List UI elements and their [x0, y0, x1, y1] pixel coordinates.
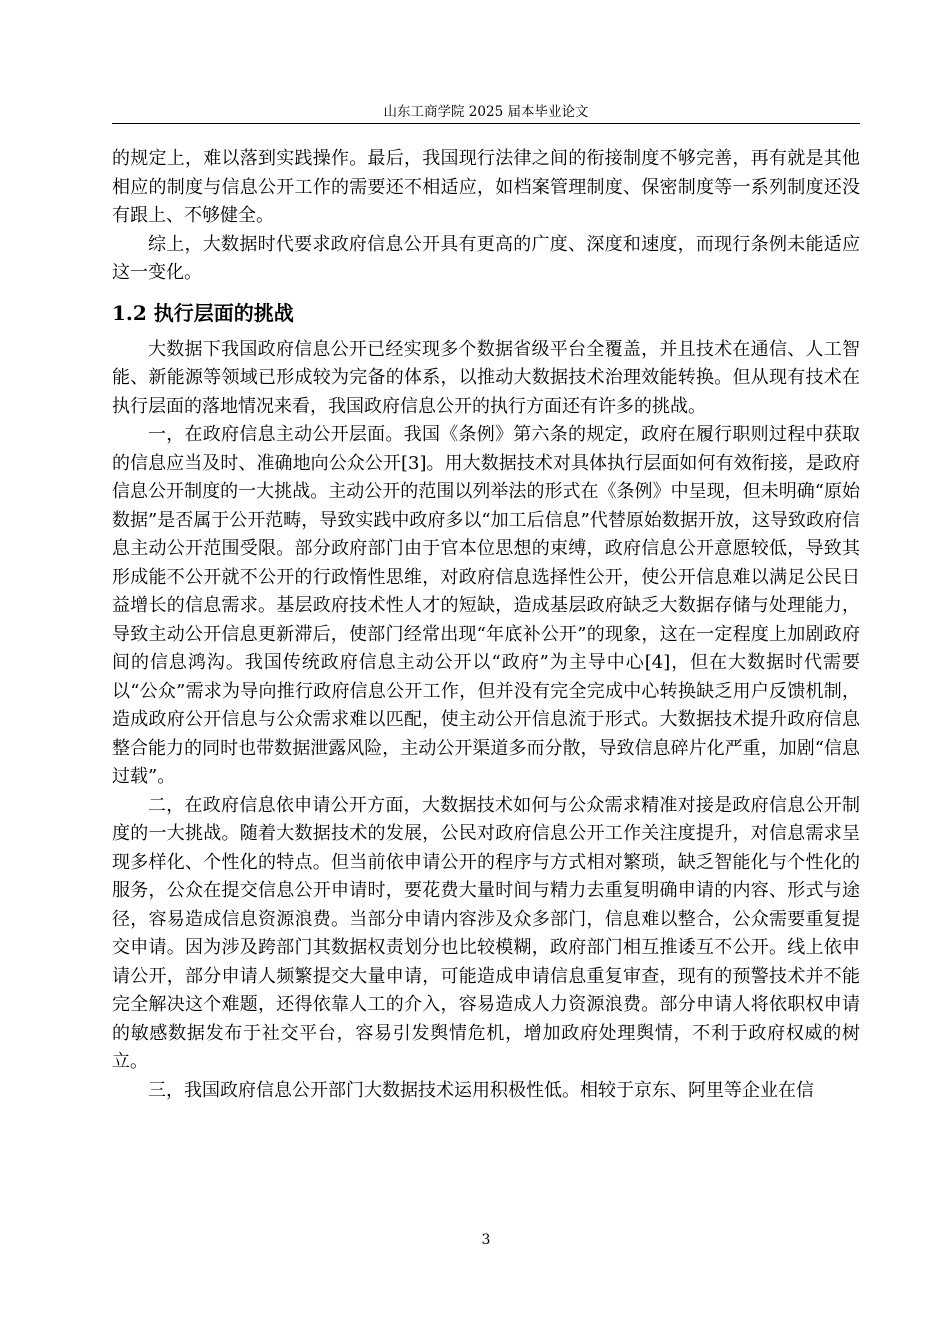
paragraph-point-two: 二，在政府信息依申请公开方面，大数据技术如何与公众需求精准对接是政府信息公开制度的一大挑战。随着大数据技术的发展，公民对政府信息公开工作关注度提升，对信息需求呈现多样化、个性化的特点。但当前依申请公开的程序与方式相对繁琐，缺乏智能化与个性化的服务，公众在提交信息公开申请时，要花费大量时间与精力去重复明确申请的内容、形式与途径，容易造成信息资源浪费。当部分申请内容涉及众多部门，信息难以整合，公众需要重复提交申请。因为涉及跨部门其数据权责划分也比较模糊，政府部门相互推诿互不公开。线上依申请公开，部分申请人频繁提交大量申请，可能造成申请信息重复审查，现有的预警技术并不能完全解决这个难题，还得依靠人工的介入，容易造成人力资源浪费。部分申请人将依职权申请的敏感数据发布于社交平台，容易引发舆情危机，增加政府处理舆情，不利于政府权威的树立。	[112, 794, 860, 1072]
section-heading: 1.2 执行层面的挑战	[112, 300, 294, 325]
header-rule	[112, 123, 860, 124]
paragraph-continued: 的规定上，难以落到实践操作。最后，我国现行法律之间的衔接制度不够完善，再有就是其他相应的制度与信息公开工作的需要还不相适应，如档案管理制度、保密制度等一系列制度还没有跟上、不够健全。	[112, 148, 860, 226]
paragraph-intro: 大数据下我国政府信息公开已经实现多个数据省级平台全覆盖，并且技术在通信、人工智能、新能源等领域已形成较为完备的体系，以推动大数据技术治理效能转换。但从现有技术在执行层面的落地情况来看，我国政府信息公开的执行方面还有许多的挑战。	[112, 338, 860, 417]
paragraph-summary: 综上，大数据时代要求政府信息公开具有更高的广度、深度和速度，而现行条例未能适应这一变化。	[112, 233, 860, 283]
paragraph-point-three: 三，我国政府信息公开部门大数据技术运用积极性低。相较于京东、阿里等企业在信	[148, 1079, 814, 1101]
page-number: 3	[481, 1232, 491, 1248]
document-body	[112, 145, 860, 1105]
running-header: 山东工商学院 2025 届本毕业论文	[383, 104, 589, 120]
paragraph-point-one: 一，在政府信息主动公开层面。我国《条例》第六条的规定，政府在履行职则过程中获取的信息应当及时、准确地向公众公开[3]。用大数据技术对具体执行层面如何有效衔接，是政府信息公开制度的一大挑战。主动公开的范围以列举法的形式在《条例》中呈现，但未明确“原始数据”是否属于公开范畴，导致实践中政府多以“加工后信息”代替原始数据开放，这导致政府信息主动公开范围受限。部分政府部门由于官本位思想的束缚，政府信息公开意愿较低，导致其形成能不公开就不公开的行政惰性思维，对政府信息选择性公开，使公开信息难以满足公民日益增长的信息需求。基层政府技术性人才的短缺，造成基层政府缺乏大数据存储与处理能力，导致主动公开信息更新滞后，使部门经常出现“年底补公开”的现象，这在一定程度上加剧政府间的信息鸿沟。我国传统政府信息主动公开以“政府”为主导中心[4]，但在大数据时代需要以“公众”需求为导向推行政府信息公开工作，但并没有完全完成中心转换缺乏用户反馈机制，造成政府公开信息与公众需求难以匹配，使主动公开信息流于形式。大数据技术提升政府信息整合能力的同时也带数据泄露风险，主动公开渠道多而分散，导致信息碎片化严重，加剧“信息过载”。	[112, 424, 860, 787]
